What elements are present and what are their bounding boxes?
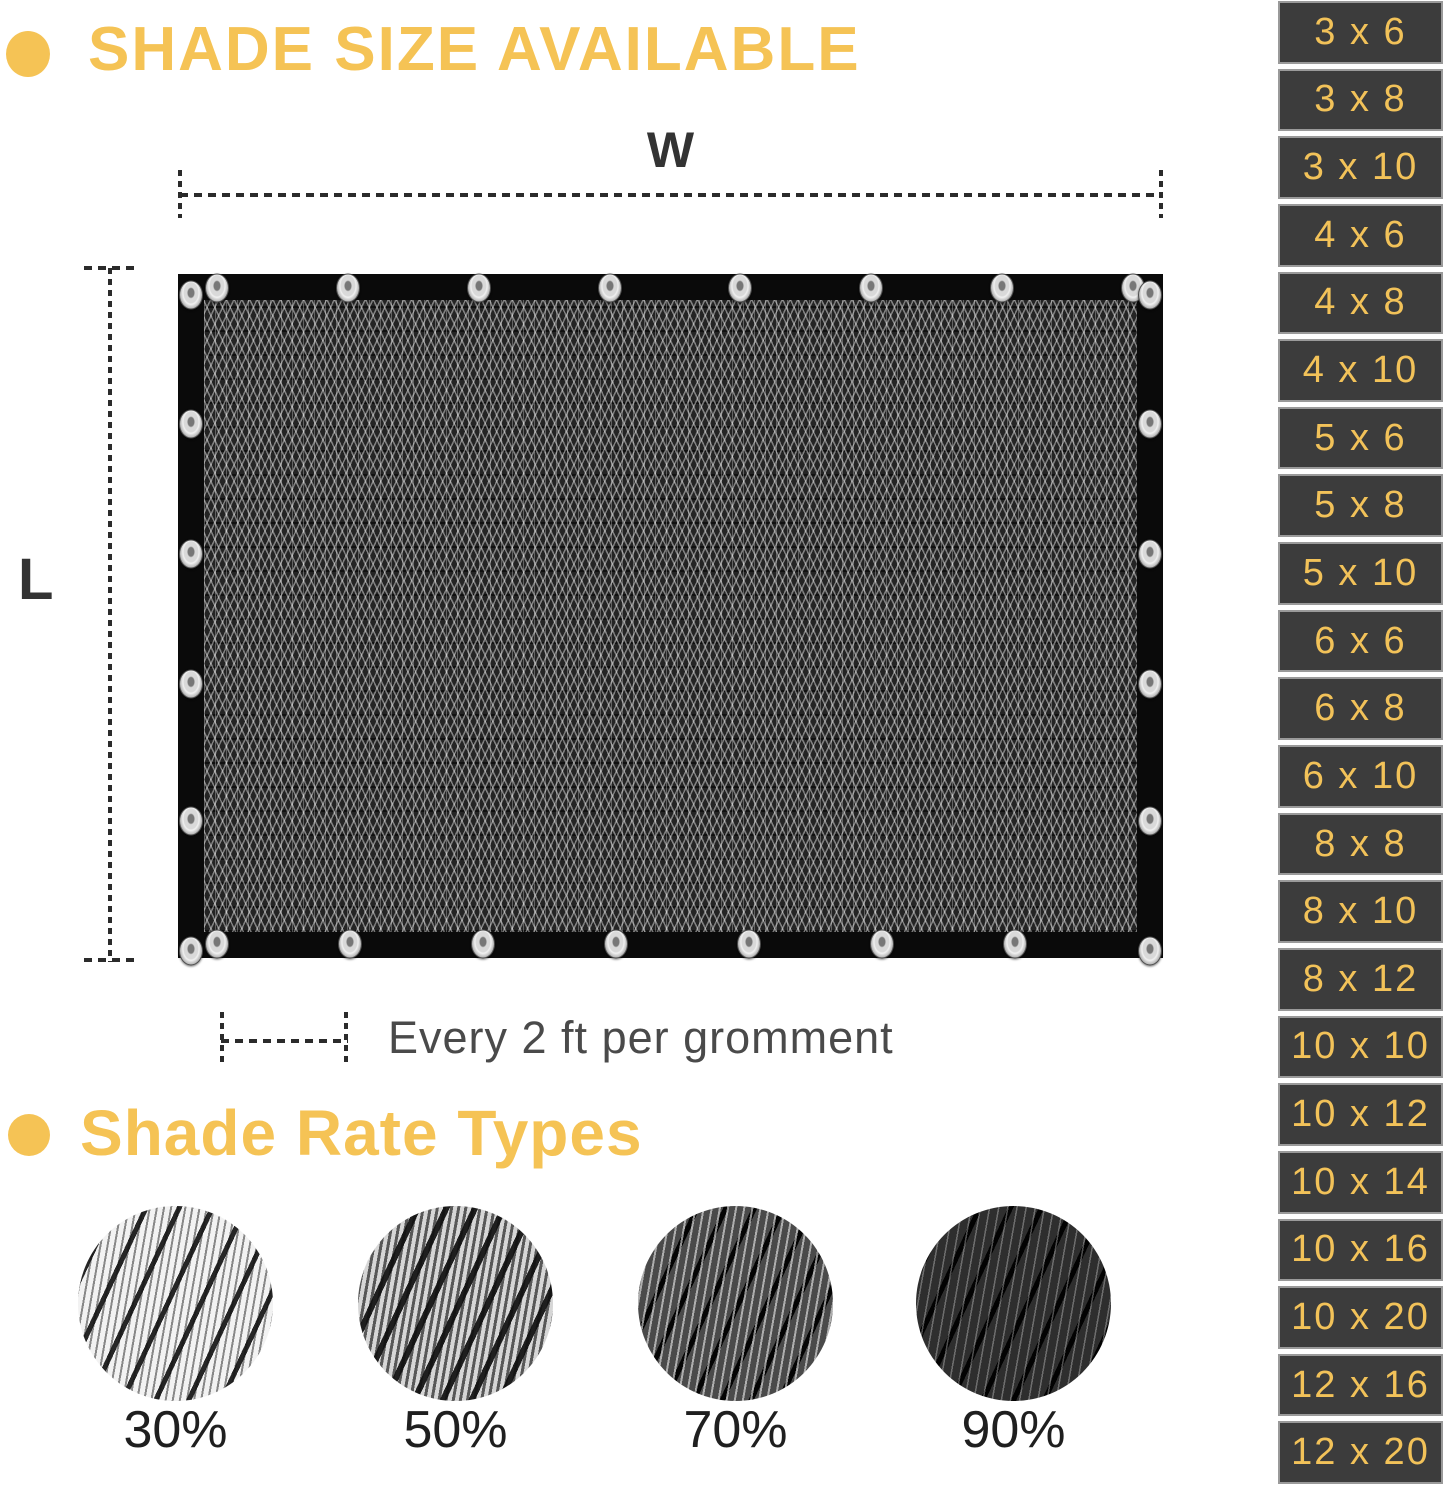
size-chip: 8 x 10 (1278, 880, 1443, 943)
size-available-title: SHADE SIZE AVAILABLE (88, 15, 861, 84)
grommet-icon (1138, 807, 1162, 836)
rate-label: 70% (683, 1401, 788, 1459)
rate-label: 30% (123, 1401, 228, 1459)
grommet-icon (471, 930, 495, 959)
grommet-icon (870, 930, 894, 959)
size-chip: 10 x 14 (1278, 1151, 1443, 1214)
length-dimension-tick-bottom (84, 958, 136, 962)
size-chip: 8 x 12 (1278, 948, 1443, 1011)
grommet-icon (179, 670, 203, 699)
length-dimension-tick-top (84, 266, 136, 270)
shade-rate-swatch-30 (78, 1206, 273, 1401)
grommet-icon (728, 274, 752, 303)
size-chip: 5 x 10 (1278, 542, 1443, 605)
grommet-icon (336, 274, 360, 303)
size-chip: 4 x 10 (1278, 339, 1443, 402)
size-chip: 6 x 8 (1278, 677, 1443, 740)
width-dimension-tick-right (1159, 170, 1163, 218)
size-chip: 6 x 6 (1278, 610, 1443, 673)
grommet-icon (1138, 670, 1162, 699)
grommet-icon (338, 930, 362, 959)
sizes-column (1278, 0, 1443, 1485)
shade-rate-title: Shade Rate Types (80, 1097, 643, 1169)
section-bullet-icon (6, 31, 50, 77)
rate-label: 90% (961, 1401, 1066, 1459)
size-chip: 12 x 20 (1278, 1421, 1443, 1484)
size-chip: 6 x 10 (1278, 745, 1443, 808)
grommet-icon (467, 274, 491, 303)
grommet-icon (205, 274, 229, 303)
size-chip: 10 x 12 (1278, 1083, 1443, 1146)
rate-label: 50% (403, 1401, 508, 1459)
width-dimension-tick-left (178, 170, 182, 218)
size-chip: 3 x 8 (1278, 69, 1443, 132)
size-chip: 3 x 10 (1278, 136, 1443, 199)
grommet-spacing-tick-left (220, 1012, 224, 1066)
grommet-icon (990, 274, 1014, 303)
length-dimension-line (108, 268, 112, 962)
grommet-icon (1138, 280, 1162, 309)
grommet-icon (179, 807, 203, 836)
shade-rate-swatch-90 (916, 1206, 1111, 1401)
size-chip: 10 x 20 (1278, 1286, 1443, 1349)
grommet-icon (1138, 937, 1162, 966)
size-chip: 4 x 8 (1278, 272, 1443, 335)
size-chip: 10 x 10 (1278, 1016, 1443, 1079)
grommet-icon (179, 540, 203, 569)
section-bullet-icon (8, 1114, 50, 1156)
grommet-spacing-note: Every 2 ft per gromment (388, 1012, 894, 1063)
grommet-spacing-line (221, 1039, 348, 1043)
grommet-icon (737, 930, 761, 959)
length-label: L (18, 547, 54, 612)
size-chip: 8 x 8 (1278, 813, 1443, 876)
shade-net (178, 274, 1163, 958)
grommet-icon (859, 274, 883, 303)
grommet-icon (179, 937, 203, 966)
size-chip: 12 x 16 (1278, 1354, 1443, 1417)
grommet-icon (205, 930, 229, 959)
shade-rate-swatch-50 (358, 1206, 553, 1401)
grommet-icon (1138, 540, 1162, 569)
size-chip: 5 x 6 (1278, 407, 1443, 470)
grommet-icon (179, 280, 203, 309)
grommet-icon (598, 274, 622, 303)
width-dimension-line (180, 193, 1163, 197)
grommet-spacing-tick-right (344, 1012, 348, 1066)
shade-rate-swatch-70 (638, 1206, 833, 1401)
shade-net-mesh (204, 300, 1137, 932)
size-chip: 5 x 8 (1278, 474, 1443, 537)
size-chip: 3 x 6 (1278, 1, 1443, 64)
width-label: W (646, 122, 695, 178)
grommet-icon (1138, 410, 1162, 439)
grommet-icon (1003, 930, 1027, 959)
grommet-icon (604, 930, 628, 959)
size-chip: 10 x 16 (1278, 1219, 1443, 1282)
grommet-icon (179, 410, 203, 439)
size-chip: 4 x 6 (1278, 204, 1443, 267)
